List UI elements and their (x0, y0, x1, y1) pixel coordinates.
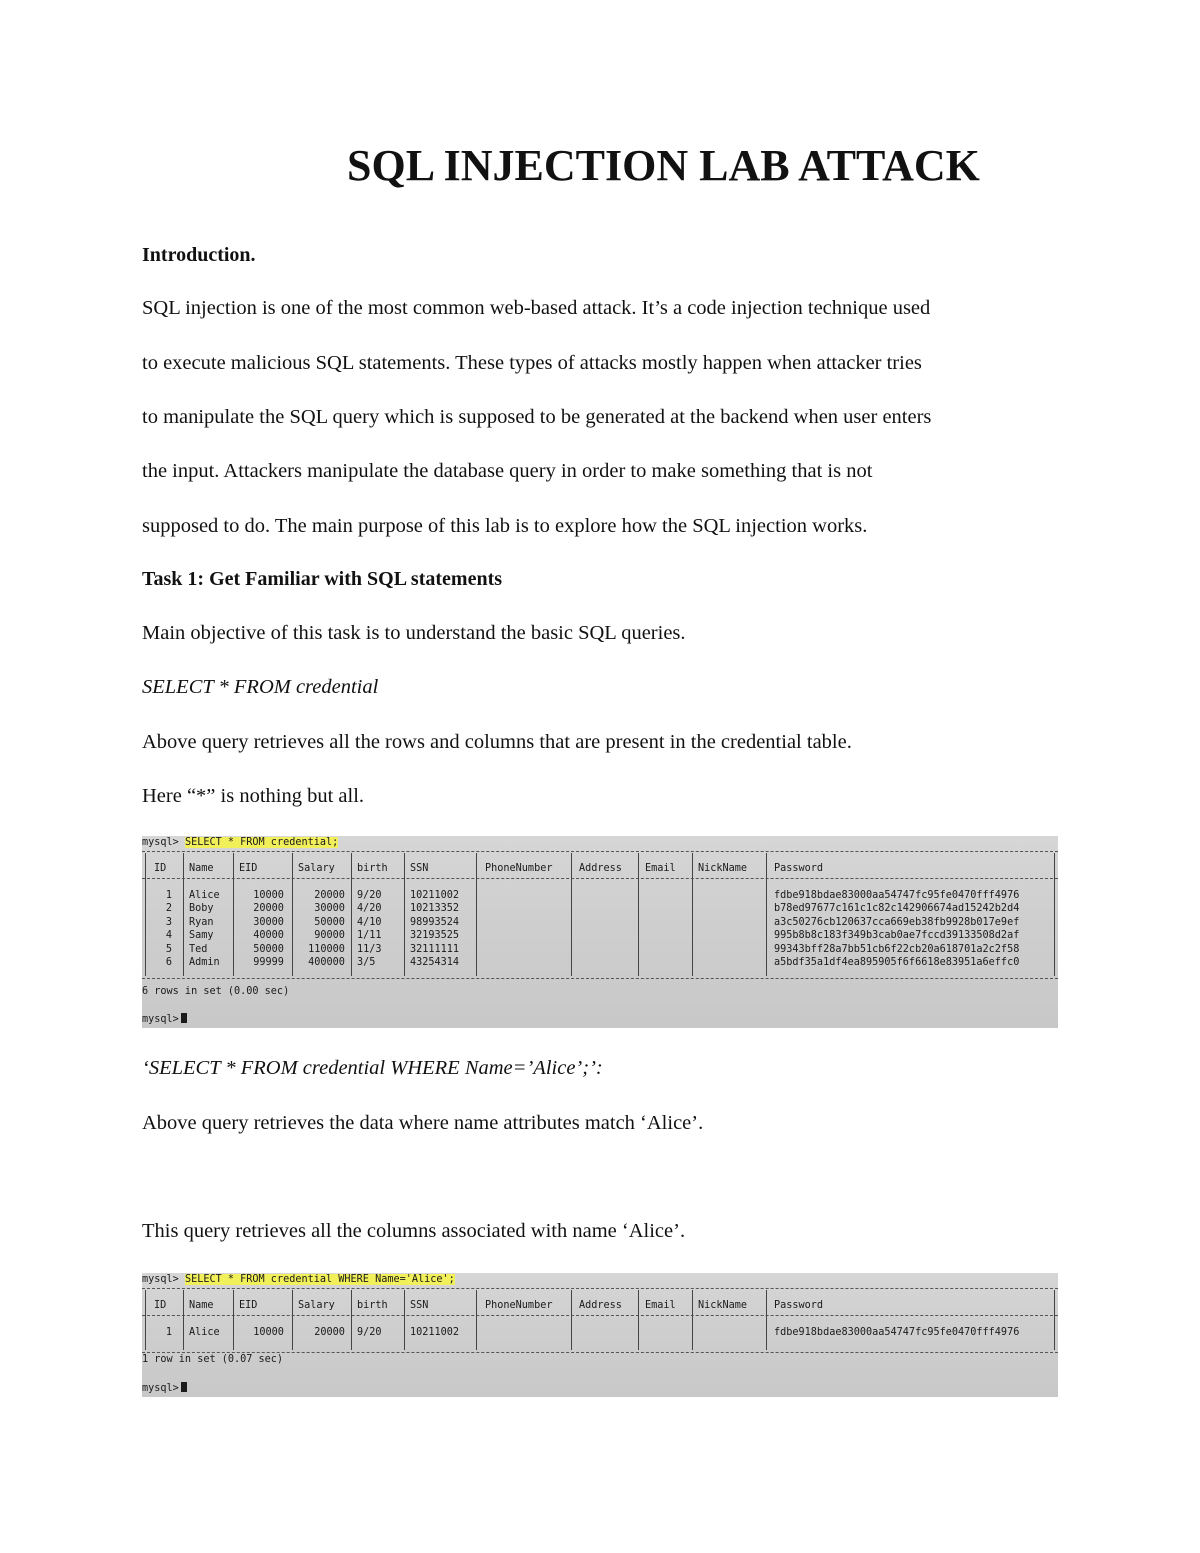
table-column-border (145, 1290, 146, 1350)
table-cell: 30000 (314, 903, 345, 915)
table-cell: 40000 (253, 930, 284, 942)
table-column-border (692, 853, 693, 976)
table-cell: 4/20 (357, 903, 382, 915)
intro-heading: Introduction. (142, 244, 256, 266)
query2-text: ‘SELECT * FROM credential WHERE Name=’Alice’;’: (142, 1057, 603, 1079)
task1-objective: Main objective of this task is to understand the basic SQL queries. (142, 622, 686, 644)
table-header-cell: Password (774, 1300, 824, 1311)
table-column-border (571, 853, 572, 976)
table-cell: 11/3 (357, 943, 382, 955)
table-column-border (571, 1290, 572, 1350)
table-cell: 20000 (314, 890, 345, 901)
table-header-cell: EID (239, 1300, 258, 1311)
table-cell: 1 (165, 890, 172, 901)
table-cell: b78ed97677c161c1c82c142906674ad15242b2d4 (774, 903, 1020, 915)
table-cell: Ted (189, 943, 208, 955)
table-cell: 3 (165, 916, 172, 928)
table-header-cell: Salary (298, 863, 335, 874)
table-cell: 20000 (253, 903, 284, 915)
table-header-cell: Address (579, 1300, 622, 1311)
intro-line: to manipulate the SQL query which is supposed to be generated at the backend when user enters (142, 406, 932, 428)
terminal-prompt: mysql> (142, 1014, 179, 1025)
table-cell: 3/5 (357, 957, 376, 968)
table-column-border (292, 853, 293, 976)
table-column-border (351, 853, 352, 976)
query2-description: Above query retrieves the data where name attributes match ‘Alice’. (142, 1112, 704, 1134)
table-column-border (404, 853, 405, 976)
terminal-end-prompt (142, 1382, 187, 1394)
table-column-border (292, 1290, 293, 1350)
terminal-end-prompt (142, 1013, 187, 1025)
table-cell: 90000 (314, 930, 345, 942)
table-cell: 43254314 (410, 957, 460, 968)
table-cell: 1 (165, 1327, 172, 1338)
table-column-border (1054, 853, 1055, 976)
table-cell: Ryan (189, 916, 214, 928)
table-header-cell: birth (357, 1300, 388, 1311)
table-column-border (351, 1290, 352, 1350)
table-cell: fdbe918bdae83000aa54747fc95fe0470fff4976 (774, 1327, 1020, 1338)
table-column-border (145, 853, 146, 976)
table-header-cell: Address (579, 863, 622, 874)
terminal-command: SELECT * FROM credential WHERE Name='Alice'; (184, 1274, 455, 1285)
table-column-border (638, 1290, 639, 1350)
terminal-prompt: mysql> (142, 1383, 179, 1394)
table-column-border (766, 853, 767, 976)
table-cell: 99999 (253, 957, 284, 968)
table-column-border (183, 1290, 184, 1350)
table-separator (142, 1352, 1058, 1353)
table-cell: 10000 (253, 1327, 284, 1338)
table-cell: 32111111 (410, 943, 460, 955)
table-cell: 10211002 (410, 1327, 460, 1338)
table-header-cell: NickName (698, 1300, 748, 1311)
table-cell: Samy (189, 930, 214, 942)
table-column-border (692, 1290, 693, 1350)
table-header-cell: Salary (298, 1300, 335, 1311)
query1-text: SELECT * FROM credential (142, 676, 379, 698)
table-cell: Alice (189, 890, 220, 901)
table-header-cell: ID (154, 1300, 167, 1311)
query2-note: This query retrieves all the columns associated with name ‘Alice’. (142, 1220, 686, 1242)
table-cell: 98993524 (410, 916, 460, 928)
table-cell: 50000 (253, 943, 284, 955)
table-header-cell: Name (189, 863, 214, 874)
table-cell: fdbe918bdae83000aa54747fc95fe0470fff4976 (774, 890, 1020, 901)
table-header-cell: Email (645, 863, 676, 874)
intro-line: to execute malicious SQL statements. These types of attacks mostly happen when attacker tries (142, 352, 922, 374)
table-cell: Boby (189, 903, 214, 915)
table-cell: 30000 (253, 916, 284, 928)
table-header-cell: birth (357, 863, 388, 874)
table-separator (142, 851, 1058, 852)
terminal-command-line (142, 837, 338, 848)
table-cell: 6 (165, 957, 172, 968)
table-cell: 10211002 (410, 890, 460, 901)
document-title: SQL INJECTION LAB ATTACK (347, 141, 980, 190)
table-header-cell: EID (239, 863, 258, 874)
table-header-cell: PhoneNumber (485, 1300, 553, 1311)
table-cell: 4/10 (357, 916, 382, 928)
intro-line: the input. Attackers manipulate the database query in order to make something that is not (142, 460, 873, 482)
table-cell: 32193525 (410, 930, 460, 942)
table-cell: 20000 (314, 1327, 345, 1338)
table-cell: Alice (189, 1327, 220, 1338)
table-cell: 5 (165, 943, 172, 955)
table-cell: 9/20 (357, 890, 382, 901)
table-cell: 1/11 (357, 930, 382, 942)
intro-line: supposed to do. The main purpose of this lab is to explore how the SQL injection works. (142, 515, 868, 537)
table-separator (142, 878, 1058, 879)
table-header-cell: PhoneNumber (485, 863, 553, 874)
table-header-cell: ID (154, 863, 167, 874)
table-header-cell: SSN (410, 863, 429, 874)
table-column-border (233, 1290, 234, 1350)
table-column-border (1054, 1290, 1055, 1350)
table-separator (142, 1288, 1058, 1289)
task1-heading: Task 1: Get Familiar with SQL statements (142, 568, 503, 590)
table-cell: 99343bff28a7bb51cb6f22cb20a618701a2c2f58 (774, 943, 1020, 955)
table-header-cell: Name (189, 1300, 214, 1311)
table-separator (142, 1315, 1058, 1316)
table-cell: a3c50276cb120637cca669eb38fb9928b017e9ef (774, 916, 1020, 928)
terminal-result-summary: 1 row in set (0.07 sec) (142, 1354, 284, 1365)
table-column-border (404, 1290, 405, 1350)
intro-line: SQL injection is one of the most common web-based attack. It’s a code injection technique used (142, 297, 931, 319)
table-cell: a5bdf35a1df4ea895905f6f6618e83951a6effc0 (774, 957, 1020, 968)
table-header-cell: Password (774, 863, 824, 874)
table-header-cell: NickName (698, 863, 748, 874)
terminal-cursor-icon (181, 1382, 187, 1392)
table-header-cell: SSN (410, 1300, 429, 1311)
table-cell: 10000 (253, 890, 284, 901)
table-column-border (476, 1290, 477, 1350)
table-column-border (638, 853, 639, 976)
terminal-screenshot-2 (142, 1273, 1058, 1397)
terminal-command-line (142, 1274, 455, 1285)
table-column-border (476, 853, 477, 976)
terminal-prompt: mysql> (142, 1274, 185, 1285)
table-cell: 110000 (308, 943, 345, 955)
table-cell: 2 (165, 903, 172, 915)
terminal-cursor-icon (181, 1013, 187, 1023)
query1-description: Above query retrieves all the rows and columns that are present in the credential table. (142, 731, 852, 753)
table-column-border (766, 1290, 767, 1350)
terminal-screenshot-1 (142, 836, 1058, 1028)
terminal-result-summary: 6 rows in set (0.00 sec) (142, 986, 290, 997)
table-cell: 4 (165, 930, 172, 942)
table-cell: Admin (189, 957, 220, 968)
table-column-border (233, 853, 234, 976)
table-header-cell: Email (645, 1300, 676, 1311)
table-cell: 50000 (314, 916, 345, 928)
table-separator (142, 978, 1058, 979)
table-cell: 9/20 (357, 1327, 382, 1338)
table-cell: 995b8b8c183f349b3cab0ae7fccd39133508d2af (774, 930, 1020, 942)
star-note: Here “*” is nothing but all. (142, 785, 365, 807)
terminal-prompt: mysql> (142, 837, 185, 848)
terminal-command: SELECT * FROM credential; (184, 837, 339, 848)
table-cell: 10213352 (410, 903, 460, 915)
table-cell: 400000 (308, 957, 345, 968)
table-column-border (183, 853, 184, 976)
